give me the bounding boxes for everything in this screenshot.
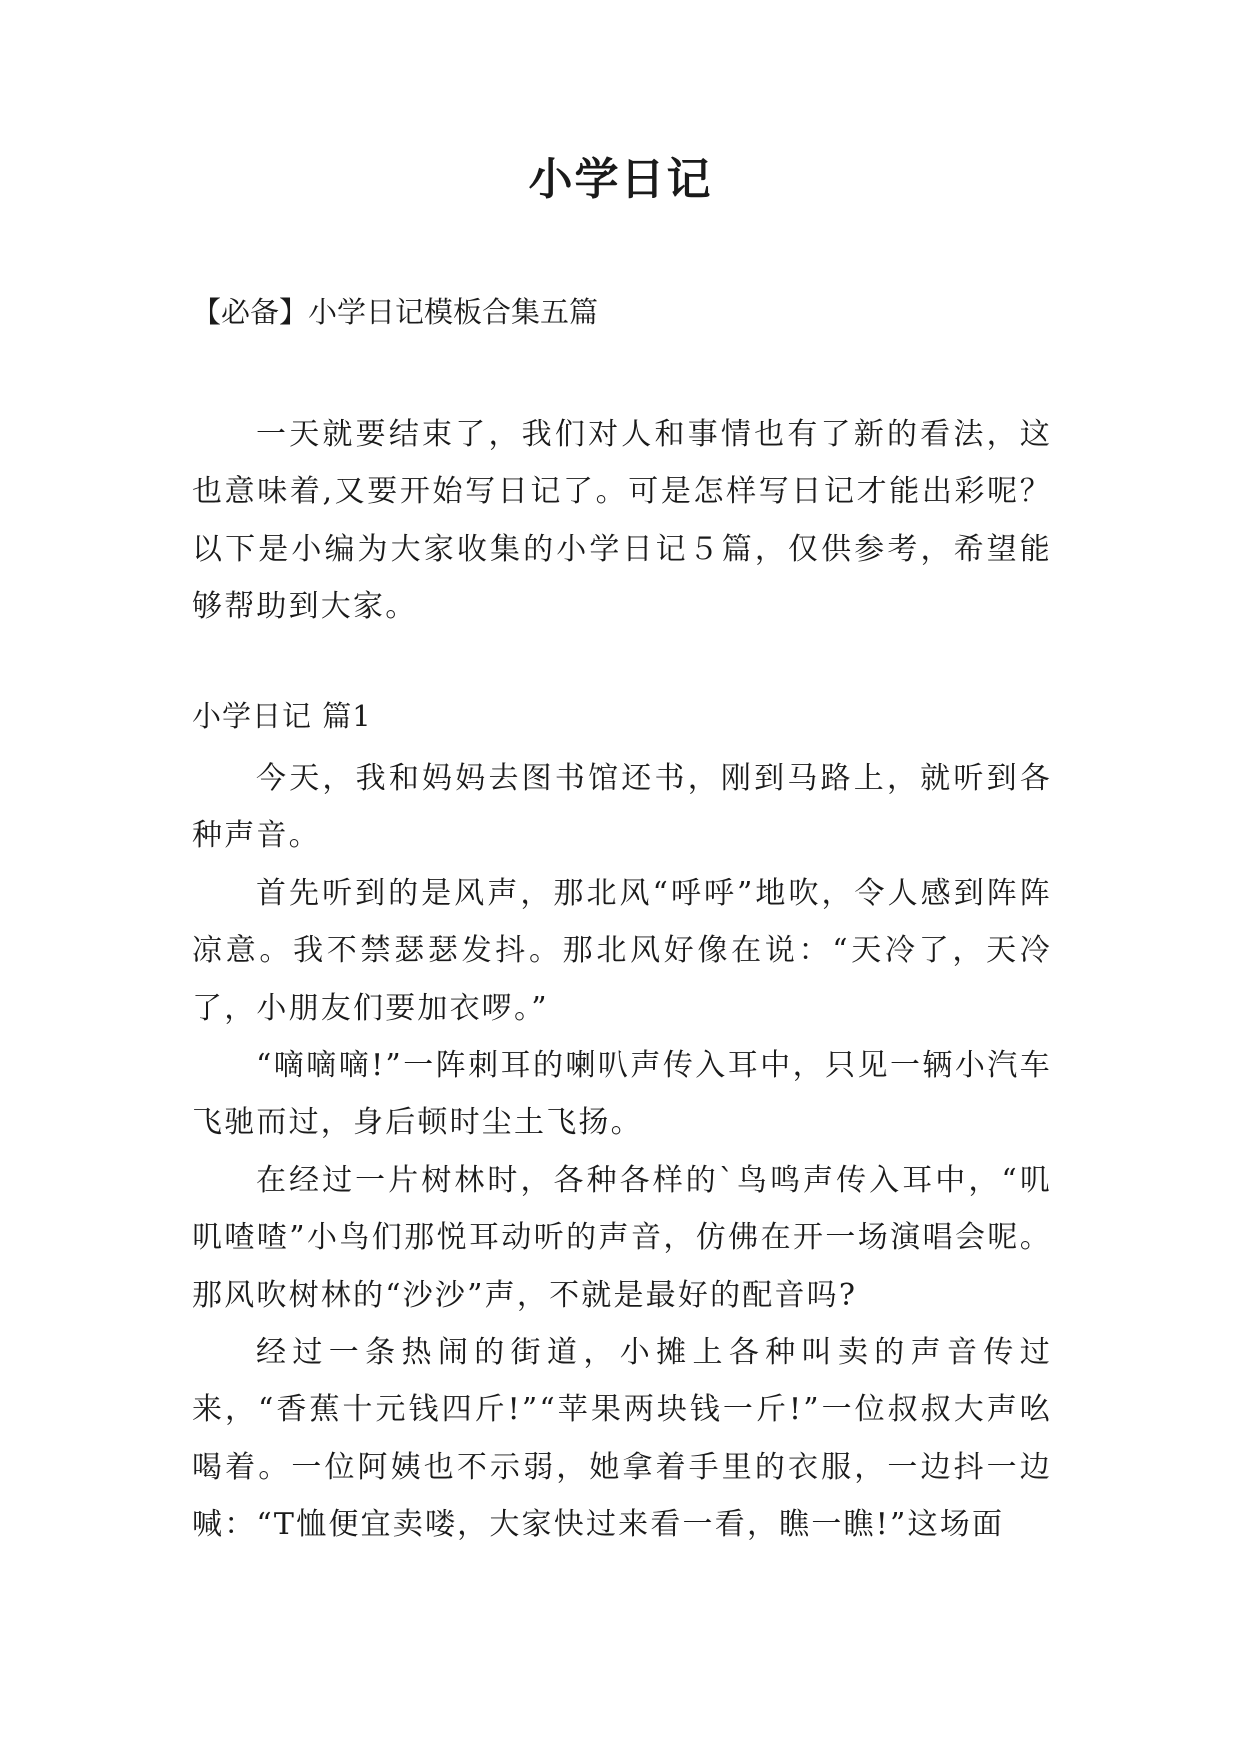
article-body [192, 750, 1052, 1554]
article-paragraph: “嘀嘀嘀!”一阵刺耳的喇叭声传入耳中，只见一辆小汽车飞驰而过，身后顿时尘土飞扬。 [192, 1048, 1052, 1141]
section-heading: 小学日记 篇1 [192, 699, 372, 733]
article-paragraph: 首先听到的是风声，那北风“呼呼”地吹，令人感到阵阵凉意。我不禁瑟瑟发抖。那北风好像在说：“天冷了，天冷了，小朋友们要加衣啰。” [192, 875, 1052, 1026]
document-title: 小学日记 [528, 154, 713, 205]
intro-paragraph: 一天就要结束了，我们对人和事情也有了新的看法，这也意味着,又要开始写日记了。可是怎样写日记才能出彩呢？以下是小编为大家收集的小学日记５篇，仅供参考，希望能够帮助到大家。 [192, 417, 1052, 625]
article-paragraph: 在经过一片树林时，各种各样的`鸟鸣声传入耳中，“叽叽喳喳”小鸟们那悦耳动听的声音，仿佛在开一场演唱会呢。那风吹树林的“沙沙”声，不就是最好的配音吗? [192, 1162, 1052, 1313]
article-paragraph: 经过一条热闹的街道，小摊上各种叫卖的声音传过来，“香蕉十元钱四斤!”“苹果两块钱一斤!”一位叔叔大声吆喝着。一位阿姨也不示弱，她拿着手里的衣服，一边抖一边喊：“T恤便宜卖喽，大家快过来看一看，瞧一瞧!”这场面 [192, 1335, 1052, 1543]
article-paragraph: 今天，我和妈妈去图书馆还书，刚到马路上，就听到各种声音。 [192, 761, 1052, 854]
document-subtitle: 【必备】小学日记模板合集五篇 [192, 295, 599, 329]
